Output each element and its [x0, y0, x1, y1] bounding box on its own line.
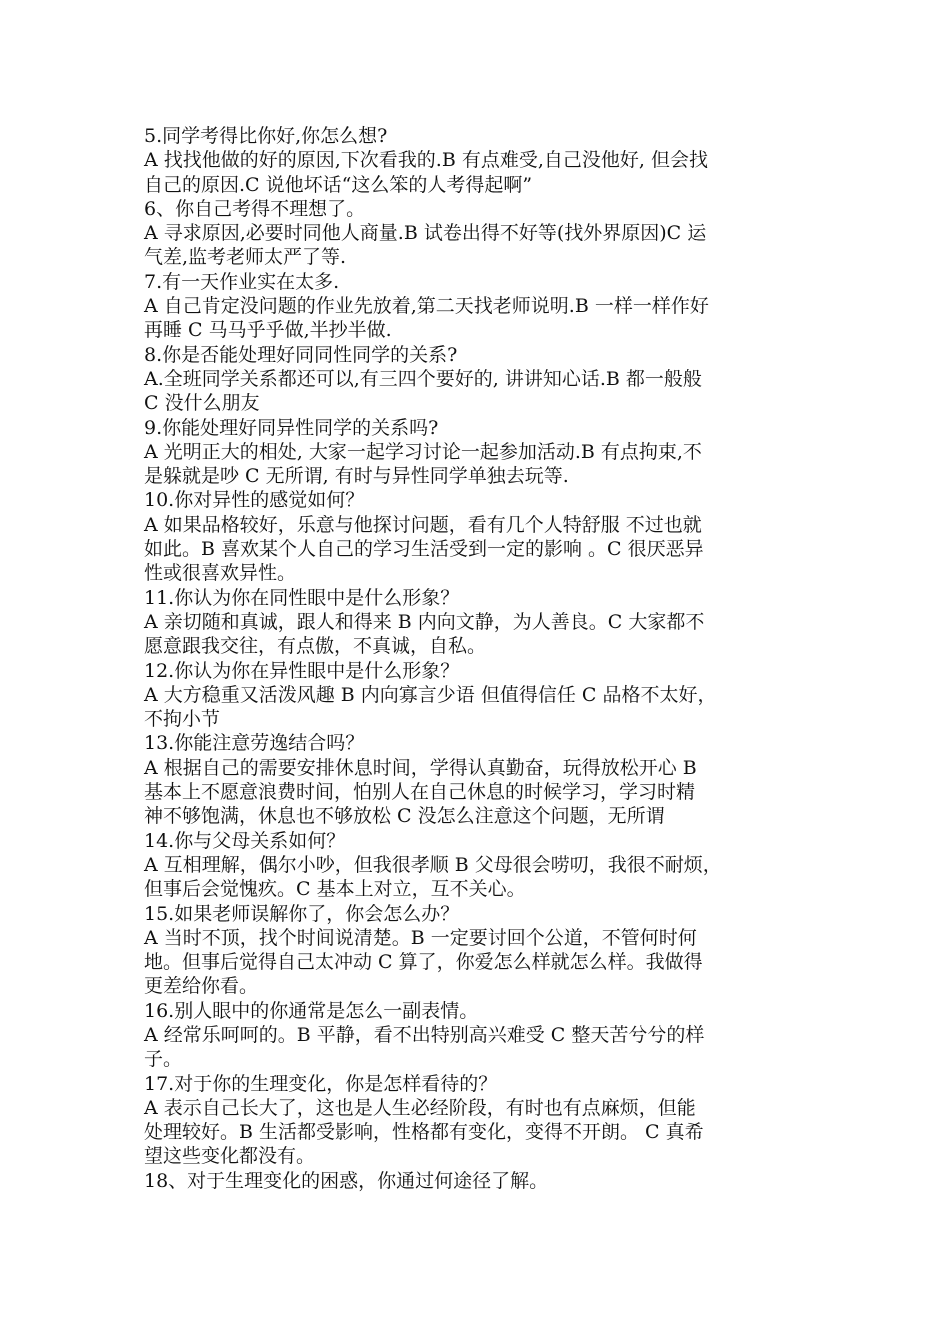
text-line: 14.你与父母关系如何？: [144, 829, 346, 852]
text-line: 8.你是否能处理好同同性同学的关系?: [144, 343, 458, 366]
text-line: A 光明正大的相处, 大家一起学习讨论一起参加活动.B 有点拘束,不: [144, 440, 702, 463]
text-line: 愿意跟我交往，有点傲，不真诚，自私。: [144, 635, 487, 658]
text-line: 地。但事后觉得自己太冲动 C 算了，你爱怎么样就怎么样。我做得: [144, 951, 703, 974]
text-line: A 表示自己长大了，这也是人生必经阶段，有时也有点麻烦，但能: [144, 1096, 696, 1119]
text-line: A 如果品格较好，乐意与他探讨问题，看有几个人特舒服 不过也就: [144, 513, 702, 536]
text-line: 再睡 C 马马乎乎做,半抄半做.: [144, 319, 392, 342]
text-line: 17.对于你的生理变化，你是怎样看待的？: [144, 1072, 498, 1095]
text-line: 15.如果老师误解你了，你会怎么办？: [144, 902, 460, 925]
text-line: 基本上不愿意浪费时间，怕别人在自己休息的时候学习，学习时精: [144, 781, 696, 804]
text-line: 6、你自己考得不理想了。: [144, 197, 366, 220]
text-line: 5.同学考得比你好,你怎么想?: [144, 125, 388, 147]
text-line: 神不够饱满，休息也不够放松 C 没怎么注意这个问题，无所谓: [144, 805, 665, 828]
document-body: [144, 124, 812, 1193]
text-line: 处理较好。B 生活都受影响，性格都有变化，变得不开朗。 C 真希: [144, 1121, 704, 1144]
text-line: 气差,监考老师太严了等.: [144, 246, 347, 269]
text-line: A 亲切随和真诚，跟人和得来 B 内向文静，为人善良。C 大家都不: [144, 610, 705, 633]
text-line: C 没什么朋友: [144, 392, 260, 415]
text-line: 不拘小节: [144, 708, 221, 731]
text-line: 11.你认为你在同性眼中是什么形象？: [144, 586, 460, 609]
text-line: 子。: [144, 1048, 183, 1071]
text-line: 18、对于生理变化的困惑，你通过何途径了解。: [144, 1169, 549, 1192]
text-line: A.全班同学关系都还可以,有三四个要好的, 讲讲知心话.B 都一般般: [144, 367, 702, 390]
text-line: 性或很喜欢异性。: [144, 562, 297, 585]
text-line: 13.你能注意劳逸结合吗？: [144, 732, 365, 755]
text-line: 更差给你看。: [144, 975, 259, 998]
text-line: A 当时不顶，找个时间说清楚。B 一定要讨回个公道，不管何时何: [144, 926, 697, 949]
text-line: A 互相理解，偶尔小吵，但我很孝顺 B 父母很会唠叨，我很不耐烦，: [144, 853, 722, 876]
text-line: 但事后会觉愧疚。C 基本上对立，互不关心。: [144, 878, 526, 901]
text-line: 如此。B 喜欢某个人自己的学习生活受到一定的影响 。C 很厌恶异: [144, 538, 704, 561]
text-line: 望这些变化都没有。: [144, 1145, 316, 1168]
text-line: 16.别人眼中的你通常是怎么一副表情。: [144, 999, 479, 1022]
text-line: A 寻求原因,必要时同他人商量.B 试卷出得不好等(找外界原因)C 运: [144, 222, 707, 245]
text-line: 12.你认为你在异性眼中是什么形象？: [144, 659, 460, 682]
text-line: 7.有一天作业实在太多.: [144, 270, 340, 293]
text-line: A 找找他做的好的原因,下次看我的.B 有点难受,自己没他好, 但会找: [144, 149, 708, 172]
text-line: 自己的原因.C 说他坏话“这么笨的人考得起啊”: [144, 173, 533, 196]
text-line: 是躲就是吵 C 无所谓, 有时与异性同学单独去玩等.: [144, 465, 569, 488]
text-line: A 大方稳重又活泼风趣 B 内向寡言少语 但值得信任 C 品格不太好，: [144, 683, 717, 706]
text-line: A 经常乐呵呵的。B 平静，看不出特别高兴难受 C 整天苦兮兮的样: [144, 1023, 705, 1046]
text-line: A 自己肯定没问题的作业先放着,第二天找老师说明.B 一样一样作好: [144, 295, 709, 318]
text-line: 10.你对异性的感觉如何？: [144, 489, 365, 512]
text-line: A 根据自己的需要安排休息时间，学得认真勤奋，玩得放松开心 B: [144, 756, 697, 779]
text-line: 9.你能处理好同异性同学的关系吗?: [144, 416, 439, 439]
